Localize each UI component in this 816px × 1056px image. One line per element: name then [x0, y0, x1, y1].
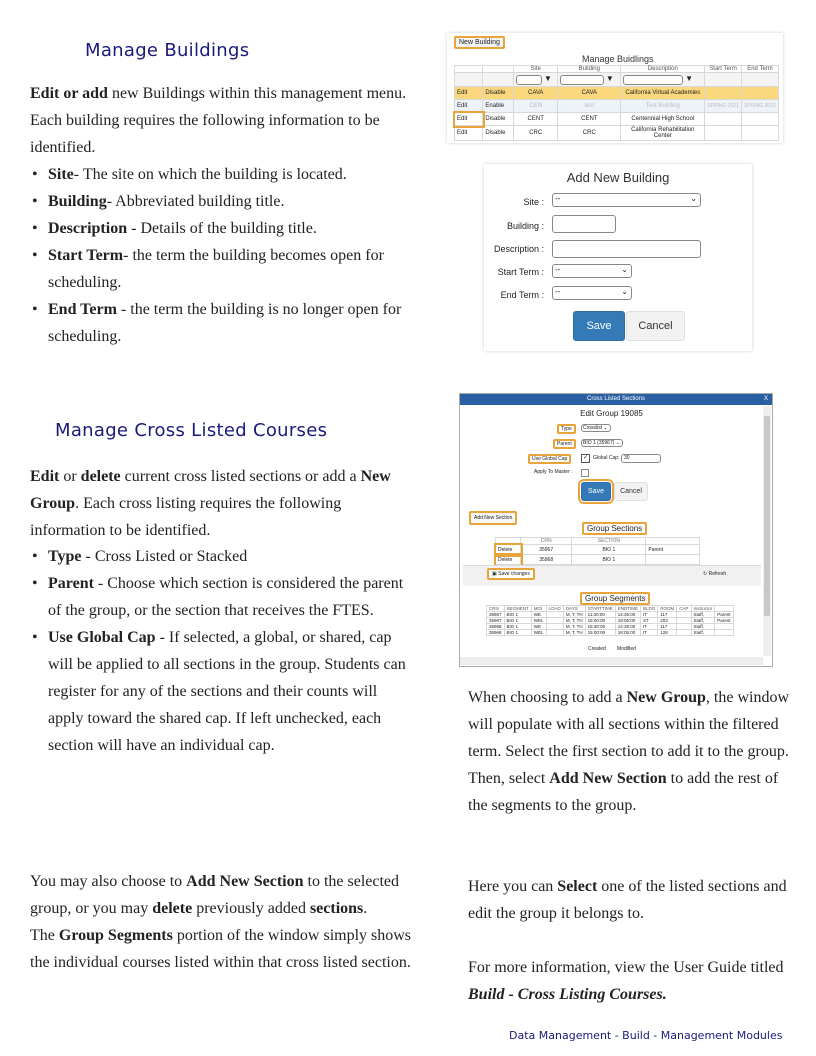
- para-text: .: [363, 900, 368, 917]
- bullet-desc: - Details of the building title.: [127, 220, 317, 237]
- table-header-row: [455, 66, 779, 73]
- cell: M, T, TH: [563, 612, 585, 618]
- right-para-2: [468, 873, 793, 927]
- cell: BIO 1: [504, 624, 531, 630]
- site-select-value: --: [555, 194, 561, 203]
- edit-group-title: Edit Group 19085: [580, 409, 643, 418]
- cell-site: CENT: [514, 113, 558, 126]
- cell: [677, 630, 691, 636]
- disable-link[interactable]: Disable: [483, 87, 514, 100]
- cell-section: BIO 1: [572, 555, 646, 565]
- chevron-down-icon: ⌄: [621, 287, 628, 296]
- para-bold: sections: [309, 900, 364, 917]
- column-header: Start Term: [705, 66, 742, 73]
- horizontal-scrollbar[interactable]: [460, 657, 763, 665]
- refresh-label: Refresh: [708, 571, 727, 577]
- use-global-cap-label: Use Global Cap: [528, 454, 571, 464]
- apply-to-master-label: Apply To Master :: [534, 469, 573, 475]
- cell: BIO 1: [504, 630, 531, 636]
- cell: [546, 630, 563, 636]
- table-header-row: [487, 606, 734, 612]
- bullet-desc: - The site on which the building is located.: [73, 166, 347, 183]
- buildings-intro: [30, 80, 430, 161]
- para-bold: Add New Section: [186, 873, 304, 890]
- bullet-term: Building: [48, 193, 107, 210]
- manage-buildings-screenshot: [447, 33, 783, 143]
- disable-link[interactable]: Disable: [483, 113, 514, 126]
- manage-cross-listed-heading: Manage Cross Listed Courses: [55, 420, 328, 441]
- column-header: SEGMENT: [504, 606, 531, 612]
- table-row[interactable]: [496, 545, 700, 555]
- column-header: CAP: [677, 606, 691, 612]
- building-input[interactable]: [552, 215, 616, 233]
- global-cap-input[interactable]: 30: [621, 454, 661, 463]
- cell: Parent: [715, 612, 733, 618]
- bullet-description: [30, 215, 425, 242]
- table-row[interactable]: [455, 100, 779, 113]
- group-segments-title: Group Segments: [580, 592, 650, 605]
- table-row[interactable]: [455, 126, 779, 141]
- bullet-desc: - Abbreviated building title.: [106, 193, 285, 210]
- cross-para-3: [30, 922, 415, 976]
- cell-description: Centennial High School: [621, 113, 705, 126]
- para-text: to add the rest of the segments to the group.: [468, 770, 779, 814]
- cell: 18:05:00: [615, 618, 640, 624]
- cell: WEL: [531, 618, 546, 624]
- intro-bold: delete: [80, 468, 121, 485]
- table-row[interactable]: [496, 555, 700, 565]
- intro-bold: Edit or add: [30, 85, 108, 102]
- cell: ST: [641, 618, 658, 624]
- cell: 35968: [487, 624, 505, 630]
- site-select[interactable]: [552, 193, 701, 207]
- cell-end: SPRING 2022: [742, 100, 779, 113]
- para-text: portion of the window simply shows the individual courses listed within that cross listed section.: [30, 927, 412, 971]
- para-text: , the window will populate with all sections within the filtered term. Select the first section to add it to the group. Then, select: [468, 689, 789, 787]
- edit-link[interactable]: Edit: [455, 126, 483, 141]
- cell: M, T, TH: [563, 630, 585, 636]
- cancel-button[interactable]: Cancel: [614, 482, 648, 501]
- add-new-building-dialog: [484, 164, 752, 351]
- new-building-button[interactable]: New Building: [454, 36, 505, 49]
- column-header: Instructor: [691, 606, 715, 612]
- start-term-value: --: [555, 265, 561, 274]
- enable-link[interactable]: Enable: [483, 100, 514, 113]
- para-bold: New Group: [626, 689, 706, 706]
- cell-description: Test Building: [621, 100, 705, 113]
- save-icon: ▣: [492, 571, 497, 577]
- bullet-desc: - the term the building is no longer open for scheduling.: [48, 301, 402, 345]
- cell: Parent: [715, 618, 733, 624]
- column-header: [483, 66, 514, 73]
- cell: WEL: [531, 630, 546, 636]
- bullet-term: End Term: [48, 301, 117, 318]
- cell: IT: [641, 624, 658, 630]
- filter-cell: [742, 73, 779, 87]
- cell: 35968: [487, 630, 505, 636]
- cell: 117: [658, 624, 677, 630]
- cell-building: CENT: [558, 113, 621, 126]
- bullet-term: Use Global Cap: [48, 629, 156, 646]
- filter-icon[interactable]: ▼: [605, 74, 614, 84]
- apply-to-master-checkbox[interactable]: [581, 469, 589, 477]
- column-header: MOI: [531, 606, 546, 612]
- filter-cell: [483, 73, 514, 87]
- cell-site: CAVA: [514, 87, 558, 100]
- edit-link[interactable]: Edit: [455, 87, 483, 100]
- cell: BIO 1: [504, 612, 531, 618]
- intro-bold: New Group: [30, 468, 391, 512]
- cell: WE: [531, 612, 546, 618]
- filter-row: [455, 73, 779, 87]
- column-header: BLDG: [641, 606, 658, 612]
- column-header: DAYS: [563, 606, 585, 612]
- delete-link[interactable]: Delete: [496, 545, 521, 555]
- column-header: [646, 538, 700, 545]
- column-header: ENDTIME: [615, 606, 640, 612]
- column-header: CRN: [521, 538, 572, 545]
- column-header: Building: [558, 66, 621, 73]
- cell: 35967: [487, 618, 505, 624]
- end-term-label: End Term :: [500, 290, 544, 300]
- intro-bold: Edit: [30, 468, 60, 485]
- cell-building: test: [558, 100, 621, 113]
- cell: 14:35:00: [615, 612, 640, 618]
- bullet-start-term: [30, 242, 425, 296]
- start-term-select[interactable]: [552, 264, 632, 278]
- column-header: [496, 538, 521, 545]
- cell-crn: 35968: [521, 555, 572, 565]
- edit-link[interactable]: Edit: [455, 113, 483, 126]
- chevron-down-icon: ⌄: [690, 194, 697, 203]
- column-header: ROOM: [658, 606, 677, 612]
- cell: 11:30:00: [585, 612, 615, 618]
- created-label: Created: [588, 646, 606, 652]
- column-header: LOAD: [546, 606, 563, 612]
- filter-icon[interactable]: ▼: [685, 74, 694, 84]
- save-changes-button[interactable]: [487, 568, 535, 580]
- cell: Staff,: [691, 630, 715, 636]
- cell-end: [742, 113, 779, 126]
- bullet-term: Type: [48, 548, 82, 565]
- manage-buildings-heading: Manage Buildings: [85, 40, 250, 61]
- cell: M, T, TH: [563, 618, 585, 624]
- parent-label: Parent: [553, 439, 576, 449]
- cell-building: CAVA: [558, 87, 621, 100]
- intro-text: or: [59, 468, 81, 485]
- parent-select[interactable]: BIO 1 (35967) ⌄: [581, 439, 623, 447]
- modified-label: Modified: [617, 646, 636, 652]
- site-filter[interactable]: [514, 73, 558, 87]
- buildings-bullet-list: [30, 161, 425, 350]
- cell-start: [705, 113, 742, 126]
- bullet-desc: - If selected, a global, or shared, cap will be applied to all sections in the group. Students can register for any of the sections and their counts will apply toward the shared cap. If left unchecked, each section will have an individual cap.: [48, 629, 406, 754]
- cell: 15:00:00: [585, 630, 615, 636]
- cell: Staff,: [691, 618, 715, 624]
- cell-end: [742, 87, 779, 100]
- dialog-title: Add New Building: [566, 170, 670, 185]
- cell-crn: 35967: [521, 545, 572, 555]
- bullet-parent: [30, 570, 415, 624]
- column-header: CRN: [487, 606, 505, 612]
- bullet-desc: - Choose which section is considered the parent of the group, or the section that receives the FTES.: [48, 575, 404, 619]
- window-title: Cross Listed Sections: [586, 396, 646, 402]
- parent-select-value: BIO 1 (35967): [583, 440, 615, 446]
- end-term-select[interactable]: [552, 286, 632, 300]
- vertical-scrollbar[interactable]: [763, 406, 771, 656]
- column-header: [455, 66, 483, 73]
- intro-rest: new Buildings within this management menu. Each building requires the following information to be identified.: [30, 85, 407, 156]
- end-term-value: --: [555, 287, 561, 296]
- cell-site: CRC: [514, 126, 558, 141]
- cell: 18:05:00: [615, 630, 640, 636]
- bullet-type: [30, 543, 415, 570]
- cell: Staff,: [691, 612, 715, 618]
- cell: 15:30:00: [585, 624, 615, 630]
- bullet-term: Start Term: [48, 247, 124, 264]
- manage-buildings-title: Manage Buidlings: [582, 54, 654, 64]
- guide-title: Build - Cross Listing Courses.: [468, 986, 667, 1003]
- cancel-button[interactable]: Cancel: [626, 311, 685, 341]
- cross-para-2: [30, 868, 415, 922]
- buildings-table: [454, 65, 779, 141]
- save-button[interactable]: Save: [573, 311, 625, 341]
- cell-description: California Virtual Academies: [621, 87, 705, 100]
- para-bold: Add New Section: [549, 770, 667, 787]
- cell: 117: [658, 612, 677, 618]
- chevron-down-icon: ⌄: [621, 265, 628, 274]
- description-filter[interactable]: [621, 73, 705, 87]
- save-changes-label: Save changes: [498, 571, 530, 577]
- para-text: to the selected group, or you may: [30, 873, 400, 917]
- para-text: You may also choose to: [30, 873, 187, 890]
- group-sections-title: Group Sections: [582, 522, 647, 535]
- cell-site: CEN: [514, 100, 558, 113]
- cell: 14:35:00: [615, 624, 640, 630]
- table-header-row: [496, 538, 700, 545]
- type-label: Type: [557, 424, 576, 434]
- cell: 128: [658, 630, 677, 636]
- cell-end: [742, 126, 779, 141]
- window-titlebar: [460, 394, 772, 405]
- bullet-term: Parent: [48, 575, 94, 592]
- cross-intro: [30, 463, 420, 544]
- para-bold: delete: [152, 900, 193, 917]
- column-header: SECTION: [572, 538, 646, 545]
- site-label: Site :: [523, 197, 544, 207]
- filter-cell: [455, 73, 483, 87]
- table-row: [487, 630, 734, 636]
- intro-text: . Each cross listing requires the following information to be identified.: [30, 495, 342, 539]
- para-text: Here you can: [468, 878, 558, 895]
- cell: 15:00:00: [585, 618, 615, 624]
- cell: 35967: [487, 612, 505, 618]
- bullet-desc: - Cross Listed or Stacked: [81, 548, 248, 565]
- para-bold: Group Segments: [58, 927, 173, 944]
- bullet-term: Description: [48, 220, 128, 237]
- cross-bullet-list: [30, 543, 415, 759]
- bullet-end-term: [30, 296, 425, 350]
- column-header: End Term: [742, 66, 779, 73]
- filter-cell: [705, 73, 742, 87]
- column-header: Site: [514, 66, 558, 73]
- table-row[interactable]: [455, 87, 779, 100]
- disable-link[interactable]: Disable: [483, 126, 514, 141]
- cell: M, T, TH: [563, 624, 585, 630]
- para-text: The: [30, 927, 59, 944]
- para-text: one of the listed sections and edit the group it belongs to.: [468, 878, 787, 922]
- page-footer: Data Management - Build - Management Modules: [509, 1029, 783, 1042]
- cell: WE: [531, 624, 546, 630]
- cross-listed-window: [459, 393, 773, 667]
- type-select-value: Crosslist: [583, 425, 603, 431]
- cell-start: [705, 87, 742, 100]
- global-cap-label: Global Cap:: [593, 455, 620, 461]
- description-label: Description :: [493, 244, 544, 254]
- para-bold: Select: [557, 878, 598, 895]
- group-sections-table: [495, 537, 700, 565]
- filter-icon[interactable]: ▼: [543, 74, 552, 84]
- bullet-site: [30, 161, 425, 188]
- bullet-global-cap: [30, 624, 415, 759]
- bullet-term: Site: [48, 166, 74, 183]
- save-button[interactable]: Save: [581, 482, 611, 501]
- intro-text: current cross listed sections or add a: [120, 468, 361, 485]
- cell: BIO 1: [504, 618, 531, 624]
- start-term-label: Start Term :: [497, 267, 544, 277]
- right-para-1: [468, 684, 793, 819]
- column-header: Description: [621, 66, 705, 73]
- right-para-3: [468, 954, 793, 1008]
- column-header: STARTTIME: [585, 606, 615, 612]
- cell: 203: [658, 618, 677, 624]
- cell-description: California Rehabilitation Center: [621, 126, 705, 141]
- bullet-desc: - the term the building becomes open for scheduling.: [48, 247, 384, 291]
- cell: [715, 630, 733, 636]
- cell-start: SPRING 2021: [705, 100, 742, 113]
- edit-link[interactable]: Edit: [455, 100, 483, 113]
- type-select[interactable]: Crosslist ⌄: [581, 424, 611, 432]
- cell: IT: [641, 612, 658, 618]
- para-text: For more information, view the User Guide titled: [468, 959, 784, 976]
- global-cap-checkbox[interactable]: ✓: [582, 455, 589, 461]
- cell-parent-flag: [646, 555, 700, 565]
- cell-parent-flag: Parent: [646, 545, 700, 555]
- cell-building: CRC: [558, 126, 621, 141]
- para-text: previously added: [192, 900, 310, 917]
- bullet-building: [30, 188, 425, 215]
- building-label: Building :: [506, 221, 544, 231]
- building-filter[interactable]: [558, 73, 621, 87]
- group-segments-table: [486, 605, 734, 636]
- delete-link[interactable]: Delete: [496, 555, 521, 565]
- table-row[interactable]: [455, 113, 779, 126]
- description-input[interactable]: [552, 240, 701, 258]
- refresh-icon: ↻: [703, 571, 708, 577]
- close-icon[interactable]: X: [763, 396, 768, 402]
- para-text: When choosing to add a: [468, 689, 627, 706]
- refresh-button[interactable]: [703, 571, 726, 577]
- cell: Staff,: [691, 624, 715, 630]
- scrollbar-thumb[interactable]: [764, 416, 770, 616]
- cell: IT: [641, 630, 658, 636]
- cell-section: BIO 1: [572, 545, 646, 555]
- add-new-section-button[interactable]: Add New Section: [469, 511, 517, 525]
- cell-start: [705, 126, 742, 141]
